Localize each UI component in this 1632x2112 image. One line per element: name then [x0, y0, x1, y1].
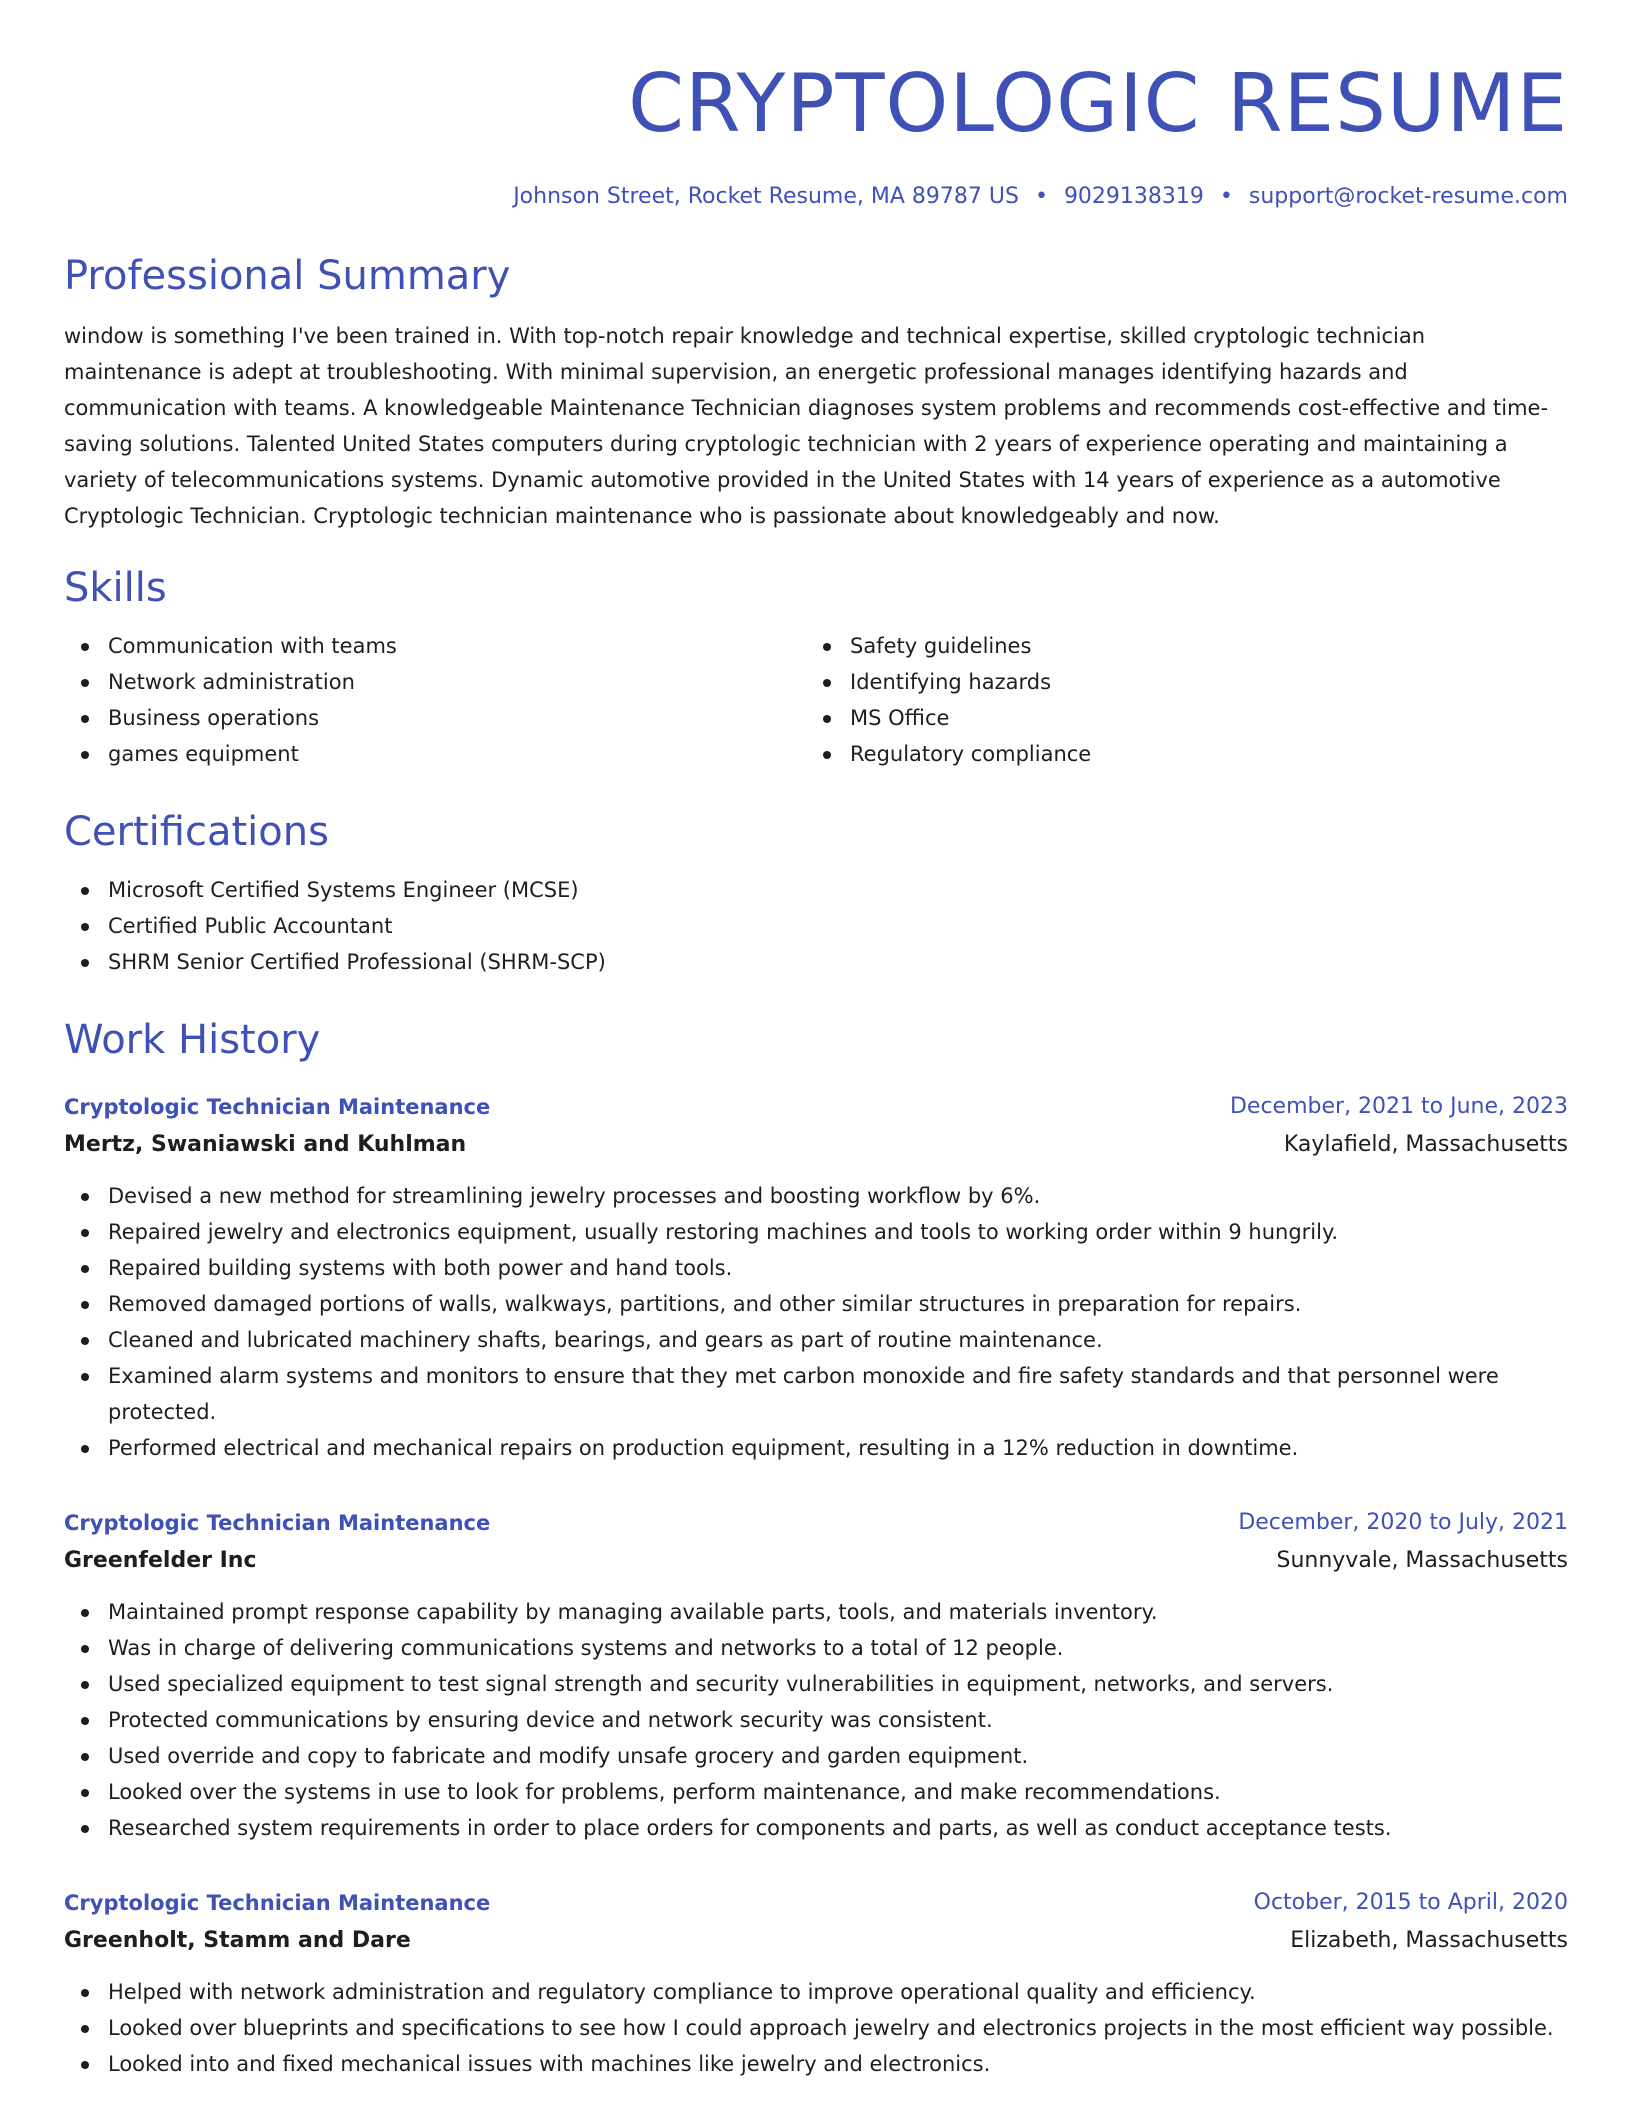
job-bullets — [64, 1594, 1568, 1846]
job-bullet: Researched system requirements in order to place orders for components and parts, as well as conduct acceptance tests. — [108, 1810, 1568, 1846]
contact-address: Johnson Street, Rocket Resume, MA 89787 US — [513, 184, 1019, 209]
job-bullet: Used override and copy to fabricate and modify unsafe grocery and garden equipment. — [108, 1738, 1568, 1774]
job-bullets — [64, 1974, 1568, 2082]
job-location: Elizabeth, Massachusetts — [1290, 1928, 1568, 1953]
skill-item: Identifying hazards — [850, 664, 1548, 700]
skills-heading: Skills — [64, 565, 167, 611]
job-header-row — [64, 1088, 1568, 1126]
job-entry — [64, 1504, 1568, 1846]
job-bullet: Repaired jewelry and electronics equipment, usually restoring machines and tools to working order within 9 hungrily. — [108, 1214, 1568, 1250]
skill-item: Network administration — [108, 664, 806, 700]
job-title: Cryptologic Technician Maintenance — [64, 1511, 491, 1535]
job-bullet: Devised a new method for streamlining jewelry processes and boosting workflow by 6%. — [108, 1178, 1568, 1214]
job-bullet: Was in charge of delivering communications systems and networks to a total of 12 people. — [108, 1630, 1568, 1666]
job-header-row — [64, 1884, 1568, 1922]
job-company-row — [64, 1542, 1568, 1580]
job-bullet: Cleaned and lubricated machinery shafts, bearings, and gears as part of routine maintenance. — [108, 1322, 1568, 1358]
job-company-row — [64, 1126, 1568, 1164]
contact-email[interactable]: support@rocket-resume.com — [1248, 184, 1568, 209]
job-bullets — [64, 1178, 1568, 1466]
skills-grid — [64, 628, 1568, 772]
job-dates: December, 2020 to July, 2021 — [1238, 1510, 1568, 1535]
job-entry — [64, 1884, 1568, 2082]
certification-item: SHRM Senior Certified Professional (SHRM-SCP) — [108, 944, 1568, 980]
skill-item: games equipment — [108, 736, 806, 772]
work-history-heading: Work History — [64, 1017, 321, 1063]
job-location: Sunnyvale, Massachusetts — [1276, 1548, 1568, 1573]
job-company-row — [64, 1922, 1568, 1960]
job-bullet: Performed electrical and mechanical repairs on production equipment, resulting in a 12% reduction in downtime. — [108, 1430, 1568, 1466]
job-bullet: Looked into and fixed mechanical issues with machines like jewelry and electronics. — [108, 2046, 1568, 2082]
job-bullet: Used specialized equipment to test signal strength and security vulnerabilities in equipment, networks, and servers. — [108, 1666, 1568, 1702]
skill-item: MS Office — [850, 700, 1548, 736]
job-dates: October, 2015 to April, 2020 — [1253, 1890, 1568, 1915]
job-bullet: Looked over blueprints and specifications to see how I could approach jewelry and electronics projects in the most efficient way possible. — [108, 2010, 1568, 2046]
skill-item: Safety guidelines — [850, 628, 1548, 664]
job-bullet: Maintained prompt response capability by managing available parts, tools, and materials inventory. — [108, 1594, 1568, 1630]
job-dates: December, 2021 to June, 2023 — [1229, 1094, 1568, 1119]
summary-text: window is something I've been trained in. With top-notch repair knowledge and technical expertise, skilled cryptologic technician maintenance is adept at troubleshooting. With minimal supervision, an energetic professional manages identifying hazards and communication with teams. A knowledgeable Maintenance Technician diagnoses system problems and recommends cost-effective and time-saving solutions. Talented United States computers during cryptologic technician with 2 years of experience operating and maintaining a variety of telecommunications systems. Dynamic automotive provided in the United States with 14 years of experience as a automotive Cryptologic Technician. Cryptologic technician maintenance who is passionate about knowledgeably and now. — [64, 324, 1549, 528]
skills-column-left — [64, 628, 806, 772]
skills-list-right — [806, 628, 1548, 772]
job-bullet: Removed damaged portions of walls, walkways, partitions, and other similar structures in preparation for repairs. — [108, 1286, 1568, 1322]
skill-item: Regulatory compliance — [850, 736, 1548, 772]
job-header-row — [64, 1504, 1568, 1542]
contact-line — [64, 182, 1568, 212]
skills-column-right — [806, 628, 1548, 772]
contact-separator: • — [1219, 184, 1233, 209]
certifications-list — [64, 872, 1568, 980]
job-company: Greenholt, Stamm and Dare — [64, 1928, 411, 1953]
contact-phone: 9029138319 — [1063, 184, 1204, 209]
summary-heading: Professional Summary — [64, 253, 511, 299]
skills-list-left — [64, 628, 806, 772]
job-title: Cryptologic Technician Maintenance — [64, 1095, 491, 1119]
job-bullet: Protected communications by ensuring device and network security was consistent. — [108, 1702, 1568, 1738]
resume-page — [64, 0, 1568, 2082]
job-bullet: Helped with network administration and regulatory compliance to improve operational quality and efficiency. — [108, 1974, 1568, 2010]
contact-separator: • — [1034, 184, 1048, 209]
job-bullet: Looked over the systems in use to look for problems, perform maintenance, and make recommendations. — [108, 1774, 1568, 1810]
certification-item: Microsoft Certified Systems Engineer (MCSE) — [108, 872, 1568, 908]
job-bullet: Repaired building systems with both power and hand tools. — [108, 1250, 1568, 1286]
job-entry — [64, 1088, 1568, 1466]
certification-item: Certified Public Accountant — [108, 908, 1568, 944]
job-company: Greenfelder Inc — [64, 1548, 257, 1573]
certifications-heading: Certifications — [64, 809, 329, 855]
job-title: Cryptologic Technician Maintenance — [64, 1891, 491, 1915]
resume-title: CRYPTOLOGIC RESUME — [628, 57, 1568, 150]
skill-item: Business operations — [108, 700, 806, 736]
job-company: Mertz, Swaniawski and Kuhlman — [64, 1132, 467, 1157]
job-bullet: Examined alarm systems and monitors to ensure that they met carbon monoxide and fire safety standards and that personnel were protected. — [108, 1358, 1568, 1430]
job-location: Kaylafield, Massachusetts — [1283, 1132, 1568, 1157]
skill-item: Communication with teams — [108, 628, 806, 664]
